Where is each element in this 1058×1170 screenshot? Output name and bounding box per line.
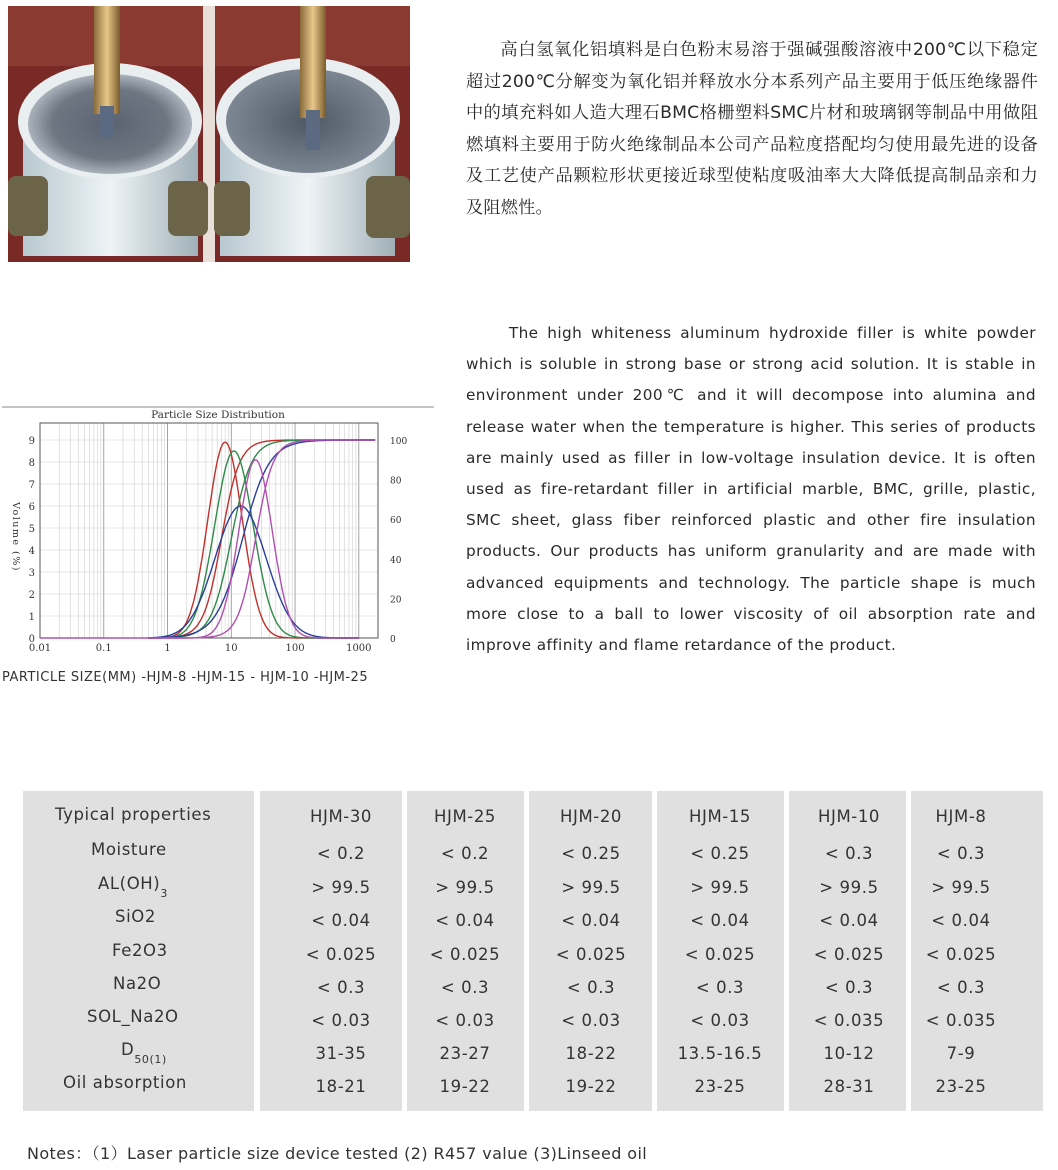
table-cell: > 99.5 bbox=[690, 878, 750, 897]
table-cell: < 0.03 bbox=[690, 1011, 750, 1030]
product-photo bbox=[8, 6, 410, 262]
table-cell: < 0.03 bbox=[435, 1011, 495, 1030]
table-cell: 23-25 bbox=[694, 1077, 746, 1096]
table-cell: < 0.3 bbox=[316, 978, 366, 997]
table-column-header: HJM-25 bbox=[433, 807, 497, 826]
y-right-tick-label: 80 bbox=[390, 476, 402, 487]
chart-svg bbox=[0, 405, 440, 667]
table-cell: < 0.3 bbox=[936, 978, 986, 997]
table-row-label: $AL(OH)_3$ bbox=[98, 874, 168, 900]
y-left-tick-label: 6 bbox=[28, 502, 35, 513]
x-tick-label: 1000 bbox=[346, 643, 372, 654]
series-frequency-hjm-8 bbox=[148, 442, 358, 638]
table-cell: < 0.3 bbox=[936, 844, 986, 863]
y-left-tick-label: 5 bbox=[28, 524, 35, 535]
table-cell: < 0.025 bbox=[555, 945, 627, 964]
y-left-tick-label: 4 bbox=[28, 546, 35, 557]
y-right-tick-label: 40 bbox=[390, 555, 402, 566]
y-right-tick-label: 20 bbox=[390, 595, 402, 606]
table-cell: < 0.025 bbox=[925, 945, 997, 964]
table-cell: < 0.04 bbox=[931, 911, 991, 930]
table-cell: > 99.5 bbox=[931, 878, 991, 897]
series-frequency-hjm-15 bbox=[148, 451, 358, 638]
x-tick-label: 100 bbox=[285, 643, 305, 654]
table-cell: < 0.04 bbox=[690, 911, 750, 930]
table-cell: < 0.035 bbox=[925, 1011, 997, 1030]
table-cell: < 0.04 bbox=[435, 911, 495, 930]
table-column-header: HJM-10 bbox=[817, 807, 881, 826]
y-right-tick-label: 60 bbox=[390, 516, 402, 527]
properties-table bbox=[23, 791, 1043, 1111]
table-cell: 19-22 bbox=[439, 1077, 491, 1096]
description-english: The high whiteness aluminum hydroxide filler is white powder which is soluble in strong base or strong acid solution. It is stable in environment under 200℃ and it will decompose into alumina and release water when the temperature is higher. This series of products are mainly used as filler in low-voltage insulation device. It is often used as fire-retardant filler in artificial marble, BMC, grille, plastic, SMC sheet, glass fiber reinforced plastic and other fire insulation products. Our products has uniform granularity and are made with advanced equipments and technology. The particle shape is much more close to a ball to lower viscosity of oil absorption rate and improve affinity and flame retardance of the product. bbox=[466, 324, 1036, 655]
y-left-tick-label: 0 bbox=[28, 634, 35, 645]
table-cell: < 0.025 bbox=[305, 945, 377, 964]
chart-grid bbox=[40, 423, 378, 638]
table-cell: 23-27 bbox=[439, 1044, 491, 1063]
table-cell: 18-22 bbox=[565, 1044, 617, 1063]
table-cell: < 0.3 bbox=[824, 978, 874, 997]
table-cell: 28-31 bbox=[823, 1077, 875, 1096]
y-left-tick-label: 8 bbox=[28, 458, 35, 469]
y-right-tick-label: 100 bbox=[390, 437, 408, 447]
table-cell: 18-21 bbox=[315, 1077, 367, 1096]
table-cell: > 99.5 bbox=[819, 878, 879, 897]
table-cell: < 0.025 bbox=[684, 945, 756, 964]
table-cell: < 0.025 bbox=[813, 945, 885, 964]
table-cell: < 0.3 bbox=[566, 978, 616, 997]
table-cell: < 0.3 bbox=[695, 978, 745, 997]
table-row-label: Oil absorption bbox=[63, 1073, 187, 1092]
table-cell: > 99.5 bbox=[435, 878, 495, 897]
table-column-header: HJM-8 bbox=[935, 807, 987, 826]
particle-size-chart bbox=[0, 405, 440, 667]
x-tick-label: 0.01 bbox=[28, 643, 52, 654]
table-cell: < 0.25 bbox=[690, 844, 750, 863]
table-cell: < 0.04 bbox=[311, 911, 371, 930]
table-cell: 7-9 bbox=[946, 1044, 976, 1063]
x-tick-label: 10 bbox=[224, 643, 238, 654]
table-cell: 23-25 bbox=[935, 1077, 987, 1096]
table-cell: 13.5-16.5 bbox=[677, 1044, 763, 1063]
chart-frame bbox=[40, 423, 378, 638]
table-row-label: Moisture bbox=[91, 840, 167, 859]
y-left-tick-label: 7 bbox=[28, 480, 35, 491]
table-row-label: Fe2O3 bbox=[112, 941, 168, 960]
table-cell: < 0.3 bbox=[440, 978, 490, 997]
chart-ylabel: Volume (%) bbox=[10, 502, 21, 572]
table-row-label: Na2O bbox=[113, 974, 162, 993]
table-cell: 19-22 bbox=[565, 1077, 617, 1096]
table-header-label: Typical properties bbox=[55, 805, 212, 824]
table-cell: < 0.035 bbox=[813, 1011, 885, 1030]
y-left-tick-label: 9 bbox=[28, 436, 35, 447]
table-cell: 31-35 bbox=[315, 1044, 367, 1063]
table-column-header: HJM-20 bbox=[559, 807, 623, 826]
table-row-label: SOL_Na2O bbox=[87, 1007, 179, 1026]
description-chinese: 高白氢氧化铝填料是白色粉末易溶于强碱强酸溶液中200℃以下稳定超过200℃分解变为氧化铝并释放水分本系列产品主要用于低压绝缘器件中的填充料如人造大理石BMC格栅塑料SMC片材和玻璃钢等制品中用做阻燃填料主要用于防火绝缘制品本公司产品粒度搭配均匀使用最先进的设备及工艺使产品颗粒形状更接近球型使粘度吸油率大大降低提高制品亲和力及阻燃性。 bbox=[466, 40, 1038, 218]
chart-title: Particle Size Distribution bbox=[151, 409, 285, 421]
table-cell: < 0.2 bbox=[440, 844, 490, 863]
x-tick-label: 1 bbox=[164, 643, 171, 654]
table-cell: < 0.03 bbox=[561, 1011, 621, 1030]
chart-series bbox=[40, 440, 375, 638]
x-tick-label: 0.1 bbox=[95, 643, 112, 654]
table-cell: < 0.25 bbox=[561, 844, 621, 863]
table-cell: 10-12 bbox=[823, 1044, 875, 1063]
table-cell: < 0.04 bbox=[561, 911, 621, 930]
table-cell: < 0.3 bbox=[824, 844, 874, 863]
table-row-label: $D_{50(1)}$ bbox=[121, 1040, 167, 1066]
y-left-tick-label: 3 bbox=[28, 568, 35, 579]
y-left-tick-label: 1 bbox=[28, 612, 35, 623]
table-cell: < 0.2 bbox=[316, 844, 366, 863]
y-right-tick-label: 0 bbox=[390, 635, 396, 645]
table-cell: < 0.04 bbox=[819, 911, 879, 930]
table-column-header: HJM-15 bbox=[688, 807, 752, 826]
table-cell: < 0.03 bbox=[311, 1011, 371, 1030]
y-left-tick-label: 2 bbox=[28, 590, 35, 601]
notes: Notes：（1）Laser particle size device tested (2) R457 value (3)Linseed oil bbox=[27, 1144, 648, 1163]
table-cell: < 0.025 bbox=[429, 945, 501, 964]
table-row-label: SiO2 bbox=[115, 907, 156, 926]
table-cell: > 99.5 bbox=[311, 878, 371, 897]
table-column-header: HJM-30 bbox=[309, 807, 373, 826]
chart-caption: PARTICLE SIZE(MM) -HJM-8 -HJM-15 - HJM-10 -HJM-25 bbox=[2, 670, 369, 685]
table-cell: > 99.5 bbox=[561, 878, 621, 897]
